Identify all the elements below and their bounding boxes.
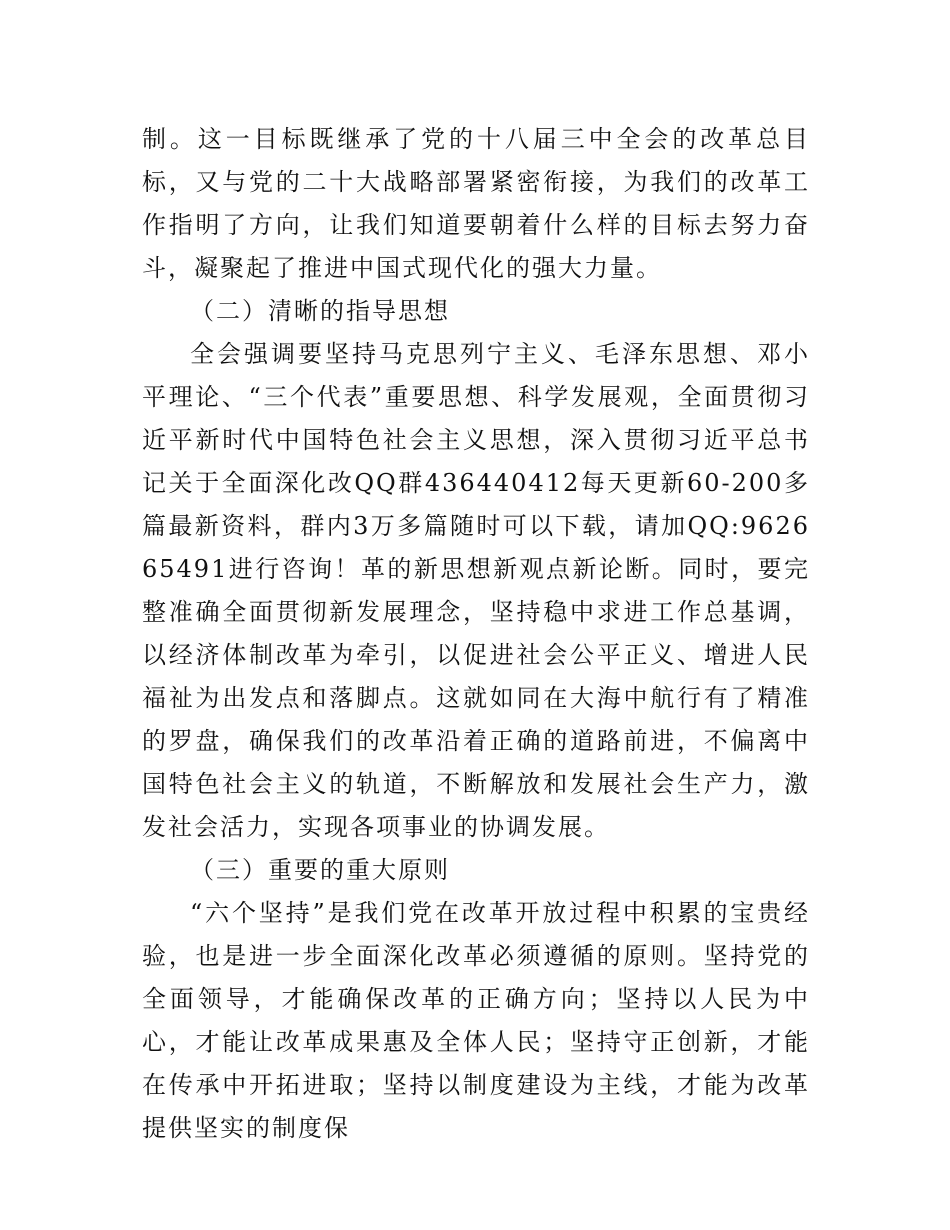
document-page [142, 118, 810, 1150]
section-heading-3: （三）重要的重大原则 [190, 856, 450, 884]
section-heading-2: （二）清晰的指导思想 [190, 297, 450, 325]
paragraph-guiding-thought: 全会强调要坚持马克思列宁主义、毛泽东思想、邓小平理论、“三个代表”重要思想、科学发展观，全面贯彻习近平新时代中国特色社会主义思想，深入贯彻习近平总书记关于全面深化改QQ群436440412每天更新60-200多篇最新资料，群内3万多篇随时可以下载，请加QQ:962665491进行咨询！革的新思想新观点新论断。同时，要完整准确全面贯彻新发展理念，坚持稳中求进工作总基调，以经济体制改革为牵引，以促进社会公平正义、增进人民福祉为出发点和落脚点。这就如同在大海中航行有了精准的罗盘，确保我们的改革沿着正确的道路前进，不偏离中国特色社会主义的轨道，不断解放和发展社会生产力，激发社会活力，实现各项事业的协调发展。 [142, 340, 810, 841]
paragraph-intro: 制。这一目标既继承了党的十八届三中全会的改革总目标，又与党的二十大战略部署紧密衔接，为我们的改革工作指明了方向，让我们知道要朝着什么样的目标去努力奋斗，凝聚起了推进中国式现代化的强大力量。 [142, 125, 810, 282]
paragraph-principles: “六个坚持”是我们党在改革开放过程中积累的宝贵经验，也是进一步全面深化改革必须遵循的原则。坚持党的全面领导，才能确保改革的正确方向；坚持以人民为中心，才能让改革成果惠及全体人民；坚持守正创新，才能在传承中开拓进取；坚持以制度建设为主线，才能为改革提供坚实的制度保 [142, 899, 810, 1142]
